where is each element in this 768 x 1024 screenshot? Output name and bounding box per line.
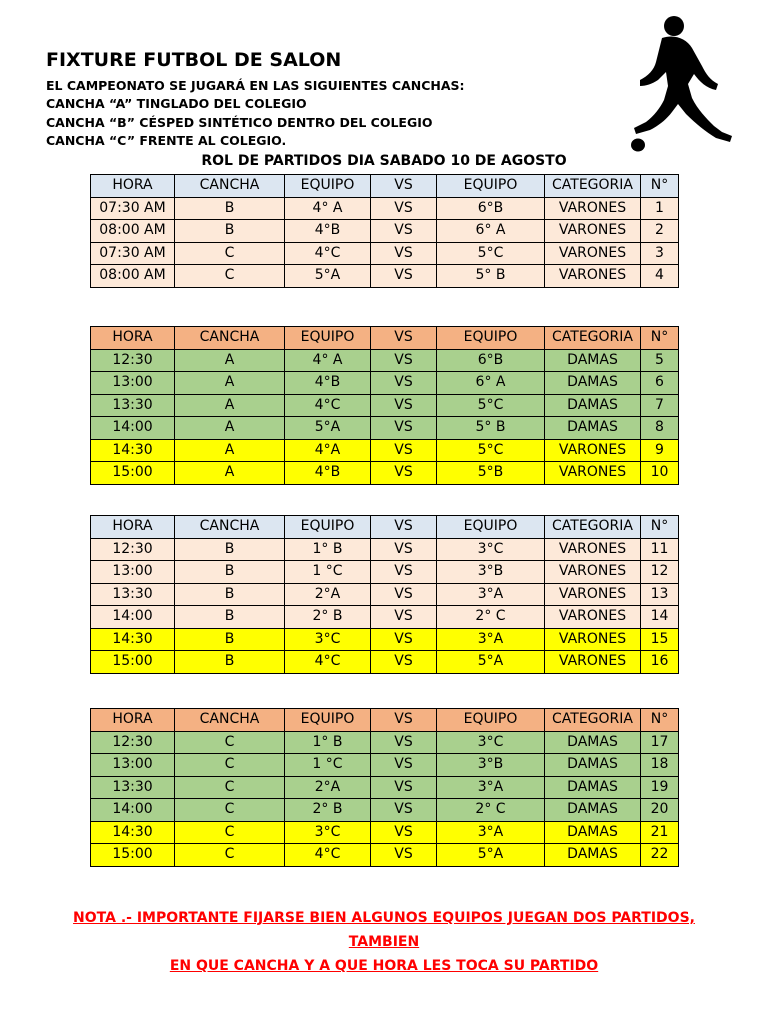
cell-numero: 16 xyxy=(641,651,679,674)
cell-equipo-visitante: 3°A xyxy=(437,628,545,651)
column-header-numero: N° xyxy=(641,327,679,350)
column-header-numero: N° xyxy=(641,175,679,198)
cell-numero: 6 xyxy=(641,372,679,395)
cell-equipo-visitante: 3°A xyxy=(437,583,545,606)
cell-equipo-local: 4° A xyxy=(285,349,371,372)
cell-vs: VS xyxy=(371,242,437,265)
cell-numero: 13 xyxy=(641,583,679,606)
cell-numero: 8 xyxy=(641,417,679,440)
table-row xyxy=(91,394,679,417)
cell-equipo-local: 4°C xyxy=(285,844,371,867)
cell-vs: VS xyxy=(371,417,437,440)
cell-cancha: C xyxy=(175,265,285,288)
cell-cancha: B xyxy=(175,651,285,674)
cell-equipo-visitante: 5°A xyxy=(437,844,545,867)
cell-categoria: DAMAS xyxy=(545,776,641,799)
cell-equipo-visitante: 6° A xyxy=(437,220,545,243)
cell-hora: 14:00 xyxy=(91,417,175,440)
cell-vs: VS xyxy=(371,776,437,799)
cell-categoria: VARONES xyxy=(545,651,641,674)
cell-equipo-visitante: 5°C xyxy=(437,394,545,417)
cell-equipo-local: 4°B xyxy=(285,462,371,485)
column-header-cancha: CANCHA xyxy=(175,327,285,350)
cell-categoria: DAMAS xyxy=(545,821,641,844)
cell-vs: VS xyxy=(371,844,437,867)
cell-vs: VS xyxy=(371,394,437,417)
cell-categoria: VARONES xyxy=(545,220,641,243)
table-row xyxy=(91,561,679,584)
cell-vs: VS xyxy=(371,197,437,220)
cell-categoria: VARONES xyxy=(545,439,641,462)
cell-equipo-visitante: 3°B xyxy=(437,754,545,777)
table-row xyxy=(91,731,679,754)
cell-numero: 21 xyxy=(641,821,679,844)
cell-cancha: A xyxy=(175,462,285,485)
column-header-equipo-visitante: EQUIPO xyxy=(437,175,545,198)
note-line-2: EN QUE CANCHA Y A QUE HORA LES TOCA SU PARTIDO xyxy=(169,958,599,974)
cell-vs: VS xyxy=(371,372,437,395)
cell-cancha: A xyxy=(175,349,285,372)
column-header-equipo-local: EQUIPO xyxy=(285,709,371,732)
column-header-cancha: CANCHA xyxy=(175,175,285,198)
cell-cancha: B xyxy=(175,538,285,561)
cell-vs: VS xyxy=(371,462,437,485)
cell-categoria: VARONES xyxy=(545,583,641,606)
cell-equipo-visitante: 5° B xyxy=(437,417,545,440)
info-line-3: CANCHA “B” CÉSPED SINTÉTICO DENTRO DEL COLEGIO xyxy=(46,115,433,130)
cell-hora: 13:00 xyxy=(91,372,175,395)
cell-vs: VS xyxy=(371,538,437,561)
cell-equipo-visitante: 6°B xyxy=(437,197,545,220)
column-header-categoria: CATEGORIA xyxy=(545,516,641,539)
table-row xyxy=(91,799,679,822)
cell-hora: 08:00 AM xyxy=(91,265,175,288)
cell-categoria: DAMAS xyxy=(545,349,641,372)
cell-equipo-visitante: 2° C xyxy=(437,799,545,822)
cell-numero: 22 xyxy=(641,844,679,867)
table-row xyxy=(91,265,679,288)
fixture-table-2 xyxy=(90,326,679,485)
column-header-cancha: CANCHA xyxy=(175,516,285,539)
cell-vs: VS xyxy=(371,561,437,584)
cell-vs: VS xyxy=(371,349,437,372)
cell-vs: VS xyxy=(371,606,437,629)
cell-cancha: C xyxy=(175,821,285,844)
cell-equipo-visitante: 5°C xyxy=(437,242,545,265)
cell-vs: VS xyxy=(371,754,437,777)
column-header-vs: VS xyxy=(371,175,437,198)
cell-vs: VS xyxy=(371,265,437,288)
important-note xyxy=(40,906,728,978)
page-title: FIXTURE FUTBOL DE SALON xyxy=(46,49,342,71)
cell-cancha: C xyxy=(175,242,285,265)
cell-cancha: A xyxy=(175,394,285,417)
cell-hora: 15:00 xyxy=(91,844,175,867)
cell-hora: 14:30 xyxy=(91,439,175,462)
cell-categoria: VARONES xyxy=(545,538,641,561)
column-header-hora: HORA xyxy=(91,327,175,350)
cell-numero: 1 xyxy=(641,197,679,220)
cell-equipo-local: 2°A xyxy=(285,776,371,799)
cell-numero: 12 xyxy=(641,561,679,584)
cell-equipo-visitante: 6° A xyxy=(437,372,545,395)
cell-cancha: B xyxy=(175,220,285,243)
table-header-row xyxy=(91,709,679,732)
cell-equipo-local: 2° B xyxy=(285,799,371,822)
cell-equipo-visitante: 3°C xyxy=(437,731,545,754)
column-header-categoria: CATEGORIA xyxy=(545,175,641,198)
schedule-subtitle: ROL DE PARTIDOS DIA SABADO 10 DE AGOSTO xyxy=(201,153,567,169)
cell-numero: 19 xyxy=(641,776,679,799)
cell-vs: VS xyxy=(371,220,437,243)
cell-equipo-visitante: 2° C xyxy=(437,606,545,629)
table-row xyxy=(91,417,679,440)
table-row xyxy=(91,242,679,265)
cell-hora: 12:30 xyxy=(91,349,175,372)
cell-numero: 10 xyxy=(641,462,679,485)
table-row xyxy=(91,821,679,844)
column-header-equipo-local: EQUIPO xyxy=(285,516,371,539)
cell-categoria: VARONES xyxy=(545,561,641,584)
cell-vs: VS xyxy=(371,439,437,462)
cell-numero: 18 xyxy=(641,754,679,777)
cell-equipo-local: 1 °C xyxy=(285,561,371,584)
cell-cancha: A xyxy=(175,439,285,462)
cell-equipo-local: 5°A xyxy=(285,417,371,440)
cell-hora: 13:30 xyxy=(91,394,175,417)
cell-equipo-visitante: 5°C xyxy=(437,439,545,462)
cell-hora: 07:30 AM xyxy=(91,242,175,265)
cell-categoria: VARONES xyxy=(545,242,641,265)
column-header-equipo-visitante: EQUIPO xyxy=(437,327,545,350)
column-header-equipo-visitante: EQUIPO xyxy=(437,516,545,539)
cell-hora: 13:30 xyxy=(91,583,175,606)
column-header-equipo-local: EQUIPO xyxy=(285,175,371,198)
table-row xyxy=(91,651,679,674)
column-header-vs: VS xyxy=(371,709,437,732)
cell-equipo-visitante: 5°B xyxy=(437,462,545,485)
cell-hora: 15:00 xyxy=(91,651,175,674)
cell-hora: 14:00 xyxy=(91,606,175,629)
cell-categoria: VARONES xyxy=(545,265,641,288)
table-header-row xyxy=(91,175,679,198)
cell-hora: 14:30 xyxy=(91,821,175,844)
column-header-vs: VS xyxy=(371,327,437,350)
cell-cancha: A xyxy=(175,417,285,440)
column-header-equipo-visitante: EQUIPO xyxy=(437,709,545,732)
table-header-row xyxy=(91,327,679,350)
cell-equipo-local: 4°A xyxy=(285,439,371,462)
table-row xyxy=(91,628,679,651)
cell-cancha: A xyxy=(175,372,285,395)
table-header-row xyxy=(91,516,679,539)
cell-hora: 15:00 xyxy=(91,462,175,485)
table-row xyxy=(91,372,679,395)
cell-equipo-local: 4°B xyxy=(285,372,371,395)
cell-hora: 12:30 xyxy=(91,731,175,754)
cell-equipo-local: 2° B xyxy=(285,606,371,629)
soccer-player-silhouette-icon xyxy=(622,14,738,156)
table-row xyxy=(91,754,679,777)
fixture-table-1 xyxy=(90,174,679,288)
cell-cancha: C xyxy=(175,731,285,754)
table-row xyxy=(91,349,679,372)
cell-categoria: DAMAS xyxy=(545,394,641,417)
cell-numero: 20 xyxy=(641,799,679,822)
cell-equipo-visitante: 5°A xyxy=(437,651,545,674)
table-row xyxy=(91,844,679,867)
cell-numero: 9 xyxy=(641,439,679,462)
table-row xyxy=(91,220,679,243)
cell-equipo-local: 4° A xyxy=(285,197,371,220)
cell-cancha: C xyxy=(175,799,285,822)
cell-categoria: VARONES xyxy=(545,606,641,629)
cell-equipo-local: 4°C xyxy=(285,651,371,674)
info-line-4: CANCHA “C” FRENTE AL COLEGIO. xyxy=(46,133,287,148)
table-row xyxy=(91,583,679,606)
fixture-table-4 xyxy=(90,708,679,867)
cell-equipo-visitante: 3°A xyxy=(437,776,545,799)
cell-numero: 2 xyxy=(641,220,679,243)
cell-equipo-local: 4°C xyxy=(285,242,371,265)
cell-hora: 13:30 xyxy=(91,776,175,799)
cell-vs: VS xyxy=(371,583,437,606)
note-line-1: NOTA .- IMPORTANTE FIJARSE BIEN ALGUNOS EQUIPOS JUEGAN DOS PARTIDOS, TAMBIEN xyxy=(73,910,695,950)
cell-categoria: DAMAS xyxy=(545,731,641,754)
cell-numero: 14 xyxy=(641,606,679,629)
cell-cancha: C xyxy=(175,844,285,867)
column-header-equipo-local: EQUIPO xyxy=(285,327,371,350)
cell-cancha: B xyxy=(175,561,285,584)
table-row xyxy=(91,538,679,561)
cell-cancha: B xyxy=(175,606,285,629)
fixture-table-3 xyxy=(90,515,679,674)
cell-equipo-local: 1° B xyxy=(285,731,371,754)
column-header-hora: HORA xyxy=(91,175,175,198)
cell-numero: 5 xyxy=(641,349,679,372)
cell-hora: 08:00 AM xyxy=(91,220,175,243)
column-header-numero: N° xyxy=(641,516,679,539)
cell-equipo-visitante: 6°B xyxy=(437,349,545,372)
column-header-categoria: CATEGORIA xyxy=(545,709,641,732)
cell-equipo-local: 5°A xyxy=(285,265,371,288)
cell-hora: 12:30 xyxy=(91,538,175,561)
cell-equipo-local: 1° B xyxy=(285,538,371,561)
cell-equipo-local: 4°C xyxy=(285,394,371,417)
cell-equipo-local: 1 °C xyxy=(285,754,371,777)
cell-numero: 17 xyxy=(641,731,679,754)
cell-hora: 14:00 xyxy=(91,799,175,822)
cell-numero: 11 xyxy=(641,538,679,561)
column-header-hora: HORA xyxy=(91,709,175,732)
table-row xyxy=(91,776,679,799)
info-line-1: EL CAMPEONATO SE JUGARÁ EN LAS SIGUIENTES CANCHAS: xyxy=(46,78,465,93)
cell-vs: VS xyxy=(371,799,437,822)
table-row xyxy=(91,606,679,629)
cell-equipo-visitante: 5° B xyxy=(437,265,545,288)
cell-categoria: DAMAS xyxy=(545,799,641,822)
cell-equipo-local: 3°C xyxy=(285,628,371,651)
cell-numero: 7 xyxy=(641,394,679,417)
cell-hora: 13:00 xyxy=(91,561,175,584)
column-header-categoria: CATEGORIA xyxy=(545,327,641,350)
cell-numero: 4 xyxy=(641,265,679,288)
column-header-vs: VS xyxy=(371,516,437,539)
cell-categoria: DAMAS xyxy=(545,844,641,867)
cell-numero: 3 xyxy=(641,242,679,265)
cell-cancha: B xyxy=(175,583,285,606)
cell-equipo-visitante: 3°C xyxy=(437,538,545,561)
cell-categoria: DAMAS xyxy=(545,372,641,395)
cell-hora: 14:30 xyxy=(91,628,175,651)
cell-vs: VS xyxy=(371,651,437,674)
cell-hora: 13:00 xyxy=(91,754,175,777)
cell-cancha: B xyxy=(175,628,285,651)
cell-equipo-local: 3°C xyxy=(285,821,371,844)
cell-equipo-visitante: 3°B xyxy=(437,561,545,584)
column-header-cancha: CANCHA xyxy=(175,709,285,732)
cell-vs: VS xyxy=(371,628,437,651)
cell-categoria: DAMAS xyxy=(545,417,641,440)
table-row xyxy=(91,197,679,220)
cell-equipo-local: 4°B xyxy=(285,220,371,243)
cell-cancha: B xyxy=(175,197,285,220)
cell-equipo-local: 2°A xyxy=(285,583,371,606)
cell-categoria: VARONES xyxy=(545,628,641,651)
info-line-2: CANCHA “A” TINGLADO DEL COLEGIO xyxy=(46,96,307,111)
cell-categoria: VARONES xyxy=(545,197,641,220)
cell-vs: VS xyxy=(371,821,437,844)
column-header-numero: N° xyxy=(641,709,679,732)
cell-categoria: DAMAS xyxy=(545,754,641,777)
cell-hora: 07:30 AM xyxy=(91,197,175,220)
table-row xyxy=(91,462,679,485)
cell-vs: VS xyxy=(371,731,437,754)
cell-numero: 15 xyxy=(641,628,679,651)
table-row xyxy=(91,439,679,462)
column-header-hora: HORA xyxy=(91,516,175,539)
cell-cancha: C xyxy=(175,776,285,799)
cell-equipo-visitante: 3°A xyxy=(437,821,545,844)
cell-cancha: C xyxy=(175,754,285,777)
cell-categoria: VARONES xyxy=(545,462,641,485)
